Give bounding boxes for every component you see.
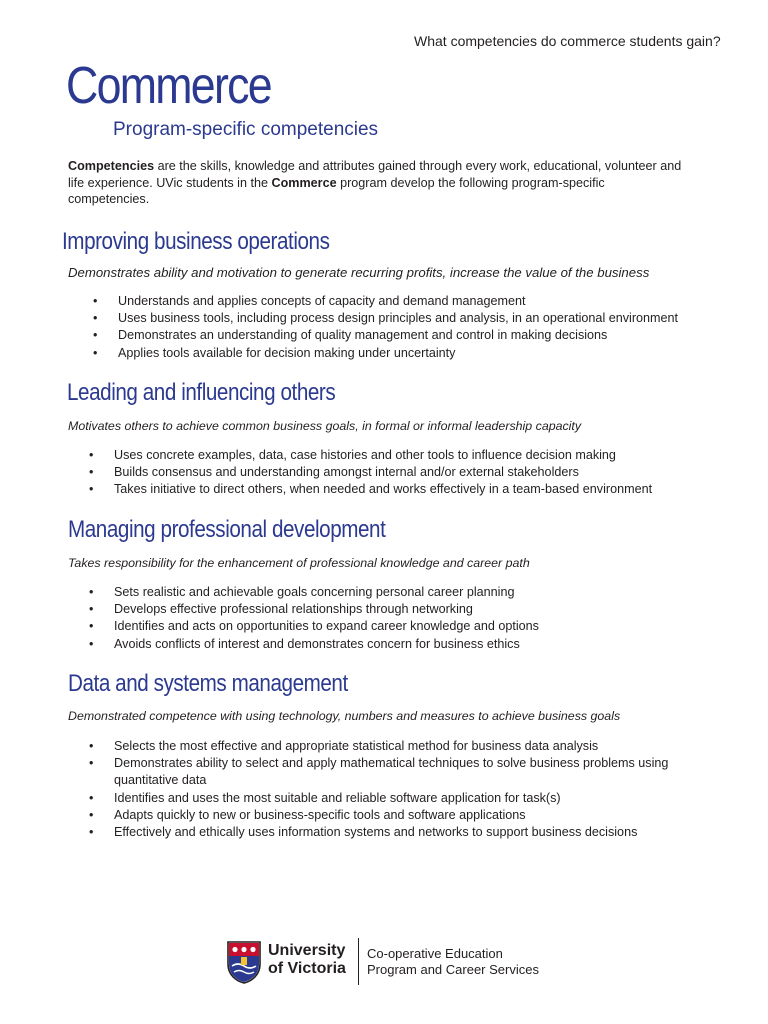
university-crest-icon (226, 940, 262, 984)
list-item: • Develops effective professional relationships through networking (89, 601, 539, 618)
university-name-line1: University (268, 942, 346, 959)
university-name (268, 942, 346, 978)
bullet-list (89, 738, 709, 841)
list-item: • Takes initiative to direct others, when needed and works effectively in a team-based environment (89, 481, 652, 498)
list-item: • Effectively and ethically uses information systems and networks to support business decisions (89, 824, 709, 841)
department-line2: Program and Career Services (367, 962, 539, 977)
list-item: • Demonstrates an understanding of quality management and control in making decisions (93, 327, 678, 344)
list-item: • Sets realistic and achievable goals concerning personal career planning (89, 584, 539, 601)
list-item: • Builds consensus and understanding amongst internal and/or external stakeholders (89, 464, 652, 481)
section-heading: Data and systems management (68, 670, 348, 697)
page-title: Commerce (66, 57, 271, 115)
list-item: • Identifies and acts on opportunities to expand career knowledge and options (89, 618, 539, 635)
bullet-list (93, 293, 678, 362)
section-description: Demonstrated competence with using technology, numbers and measures to achieve business goals (68, 709, 621, 723)
list-item: • Uses concrete examples, data, case histories and other tools to influence decision making (89, 447, 652, 464)
section-heading: Managing professional development (68, 516, 386, 543)
intro-program: Commerce (271, 175, 337, 190)
list-item: • Demonstrates ability to select and apply mathematical techniques to solve business problems using quantitative data (89, 755, 709, 789)
intro-text-1: are the skills, knowledge and attributes gained through every work, educational, volunteer and life experience. UVic students in the (68, 159, 682, 190)
section-description: Takes responsibility for the enhancement of professional knowledge and career path (68, 556, 530, 570)
list-item: • Avoids conflicts of interest and demonstrates concern for business ethics (89, 636, 539, 653)
footer-divider (358, 938, 359, 985)
list-item: • Uses business tools, including process design principles and analysis, in an operational environment (93, 310, 678, 327)
section-heading: Improving business operations (62, 228, 330, 255)
list-item: • Understands and applies concepts of capacity and demand management (93, 293, 678, 310)
header-question: What competencies do commerce students gain? (414, 33, 721, 49)
list-item: • Identifies and uses the most suitable and reliable software application for task(s) (89, 790, 709, 807)
intro-lead: Competencies (68, 159, 155, 173)
list-item: • Selects the most effective and appropriate statistical method for business data analysis (89, 738, 709, 755)
intro-paragraph (68, 158, 688, 208)
section-description: Demonstrates ability and motivation to generate recurring profits, increase the value of the business (68, 265, 650, 280)
bullet-list (89, 584, 539, 653)
list-item: • Applies tools available for decision making under uncertainty (93, 345, 678, 362)
list-item: • Adapts quickly to new or business-specific tools and software applications (89, 807, 709, 824)
section-heading: Leading and influencing others (67, 379, 336, 406)
bullet-list (89, 447, 652, 499)
university-name-line2: of Victoria (268, 960, 346, 977)
department-name (367, 946, 539, 978)
department-line1: Co-operative Education (367, 946, 503, 961)
section-description: Motivates others to achieve common business goals, in formal or informal leadership capacity (68, 419, 582, 433)
page-subtitle: Program-specific competencies (113, 119, 379, 140)
intro-text-2: program develop the following program-specific competencies. (68, 175, 605, 206)
